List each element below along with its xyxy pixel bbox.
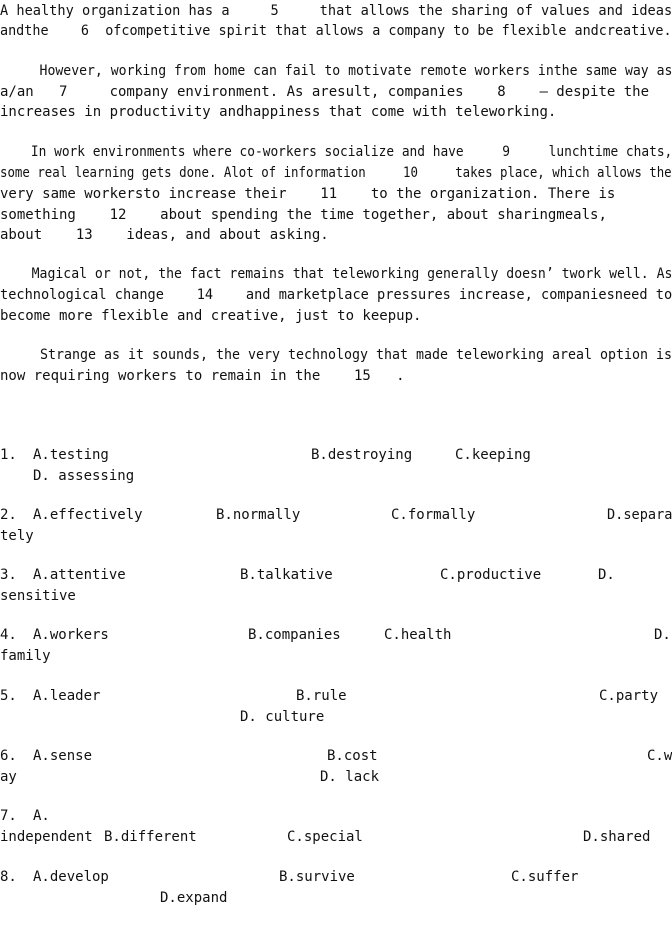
- option-c: C.productive: [440, 567, 542, 583]
- question-number: 2.: [0, 507, 17, 523]
- option-d-wrap: family: [0, 648, 51, 664]
- option-c: C.keeping: [455, 447, 531, 463]
- option-c-wrap: ay: [0, 769, 17, 785]
- option-a: A.leader: [33, 688, 101, 704]
- passage-line: a/an 7 company environment. As aresult, companies 8 — despite the: [0, 84, 650, 100]
- option-a: A.effectively: [33, 507, 143, 523]
- option-d-wrap: sensitive: [0, 588, 76, 604]
- option-c: C.w: [647, 748, 672, 764]
- passage-line: However, working from home can fail to motivate remote workers inthe same way as: [0, 63, 672, 79]
- passage-line: increases in productivity andhappiness that come with teleworking.: [0, 104, 557, 120]
- option-d: D. assessing: [33, 468, 135, 484]
- question-number: 3.: [0, 567, 17, 583]
- question-number: 6.: [0, 748, 17, 764]
- option-c: C.suffer: [511, 869, 579, 885]
- passage-line: some real learning gets done. Alot of information 10 takes place, which allows the: [0, 165, 672, 181]
- option-a: A.workers: [33, 627, 109, 643]
- option-c: C.party: [599, 688, 659, 704]
- passage-line: Magical or not, the fact remains that teleworking generally doesn’ twork well. As: [0, 266, 672, 282]
- passage-line: technological change 14 and marketplace pressures increase, companiesneed to: [0, 287, 672, 303]
- option-c: C.health: [384, 627, 452, 643]
- passage-line: become more flexible and creative, just to keepup.: [0, 308, 422, 324]
- option-b: B.normally: [216, 507, 301, 523]
- option-d: D. lack: [320, 769, 380, 785]
- option-d: D.: [654, 627, 671, 643]
- option-b: B.cost: [327, 748, 378, 764]
- passage-line: Strange as it sounds, the very technology that made teleworking areal option is: [0, 347, 672, 363]
- option-d-wrap: tely: [0, 528, 34, 544]
- option-a: A.testing: [33, 447, 109, 463]
- option-a: A.develop: [33, 869, 109, 885]
- question-number: 8.: [0, 869, 17, 885]
- option-b: B.rule: [296, 688, 347, 704]
- passage-line: about 13 ideas, and about asking.: [0, 227, 329, 243]
- option-d: D. culture: [240, 709, 325, 725]
- passage-line: A healthy organization has a 5 that allows the sharing of values and ideas: [0, 3, 672, 19]
- option-c: C.formally: [391, 507, 476, 523]
- option-c: C.special: [287, 829, 363, 845]
- passage-line: very same workersto increase their 11 to the organization. There is: [0, 186, 616, 202]
- option-b: B.talkative: [240, 567, 333, 583]
- passage-line: In work environments where co-workers socialize and have 9 lunchtime chats,: [0, 144, 672, 160]
- passage-line: now requiring workers to remain in the 15 .: [0, 368, 405, 384]
- option-b: B.different: [104, 829, 197, 845]
- option-b: B.companies: [248, 627, 341, 643]
- option-b: B.survive: [279, 869, 355, 885]
- option-d: D.shared: [583, 829, 651, 845]
- question-number: 7.: [0, 808, 17, 824]
- passage-line: something 12 about spending the time together, about sharingmeals,: [0, 207, 607, 223]
- question-number: 4.: [0, 627, 17, 643]
- option-d: D.expand: [160, 890, 228, 906]
- option-b: B.destroying: [311, 447, 413, 463]
- option-a: A.sense: [33, 748, 93, 764]
- option-d: D.: [598, 567, 615, 583]
- option-a-wrap: independent: [0, 829, 93, 845]
- question-number: 1.: [0, 447, 17, 463]
- option-a: A.attentive: [33, 567, 126, 583]
- option-d: D.separa: [607, 507, 672, 523]
- option-a: A.: [33, 808, 50, 824]
- passage-line: andthe 6 ofcompetitive spirit that allows a company to be flexible andcreative.: [0, 23, 672, 39]
- question-number: 5.: [0, 688, 17, 704]
